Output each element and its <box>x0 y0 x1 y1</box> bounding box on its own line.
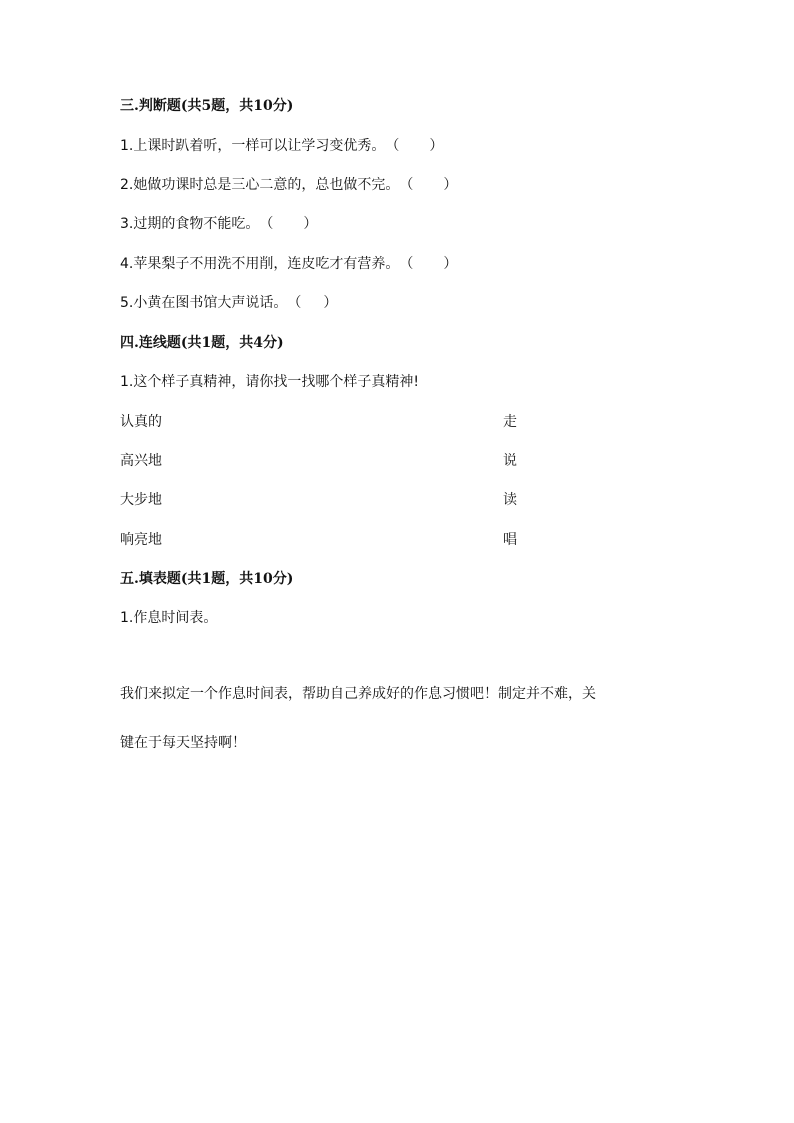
answer-paren-close: ） <box>443 177 458 193</box>
answer-paren-open: （ <box>385 138 400 154</box>
answer-paren-open: （ <box>399 256 414 272</box>
section4-heading: 四.连线题(共1题，共4分) <box>120 335 284 351</box>
match-left-item[interactable]: 认真的 <box>120 414 162 430</box>
match-left-item[interactable]: 响亮地 <box>120 532 162 548</box>
answer-paren-close: ） <box>443 256 458 272</box>
answer-paren-open: （ <box>259 216 274 232</box>
question-text: 5.小黄在图书馆大声说话。 <box>120 295 288 311</box>
judge-question-2 <box>120 175 457 195</box>
answer-paren-open: （ <box>399 177 414 193</box>
judge-question-5 <box>120 293 337 313</box>
question-text: 2.她做功课时总是三心二意的，总也做不完。 <box>120 177 400 193</box>
judge-question-3 <box>120 214 317 234</box>
question-text: 4.苹果梨子不用洗不用削，连皮吃才有营养。 <box>120 256 400 272</box>
section5-heading: 五.填表题(共1题，共10分) <box>120 571 294 587</box>
match-left-item[interactable]: 高兴地 <box>120 453 162 469</box>
answer-paren-close: ） <box>323 295 338 311</box>
question-text: 3.过期的食物不能吃。 <box>120 216 260 232</box>
instruction-paragraph-line-1: 我们来拟定一个作息时间表，帮助自己养成好的作息习惯吧！制定并不难，关 <box>120 686 596 702</box>
instruction-paragraph-line-2: 键在于每天坚持啊！ <box>120 735 246 751</box>
judge-question-1 <box>120 136 443 156</box>
matching-question: 1.这个样子真精神，请你找一找哪个样子真精神! <box>120 374 419 390</box>
table-question: 1.作息时间表。 <box>120 610 218 626</box>
match-right-item[interactable]: 唱 <box>503 532 517 548</box>
answer-paren-open: （ <box>287 295 302 311</box>
judge-question-4 <box>120 254 457 274</box>
match-left-item[interactable]: 大步地 <box>120 492 162 508</box>
section3-heading: 三.判断题(共5题，共10分) <box>120 98 294 114</box>
match-right-item[interactable]: 读 <box>503 492 517 508</box>
answer-paren-close: ） <box>429 138 444 154</box>
match-right-item[interactable]: 说 <box>503 453 517 469</box>
answer-paren-close: ） <box>303 216 318 232</box>
question-text: 1.上课时趴着听，一样可以让学习变优秀。 <box>120 138 386 154</box>
match-right-item[interactable]: 走 <box>503 414 517 430</box>
